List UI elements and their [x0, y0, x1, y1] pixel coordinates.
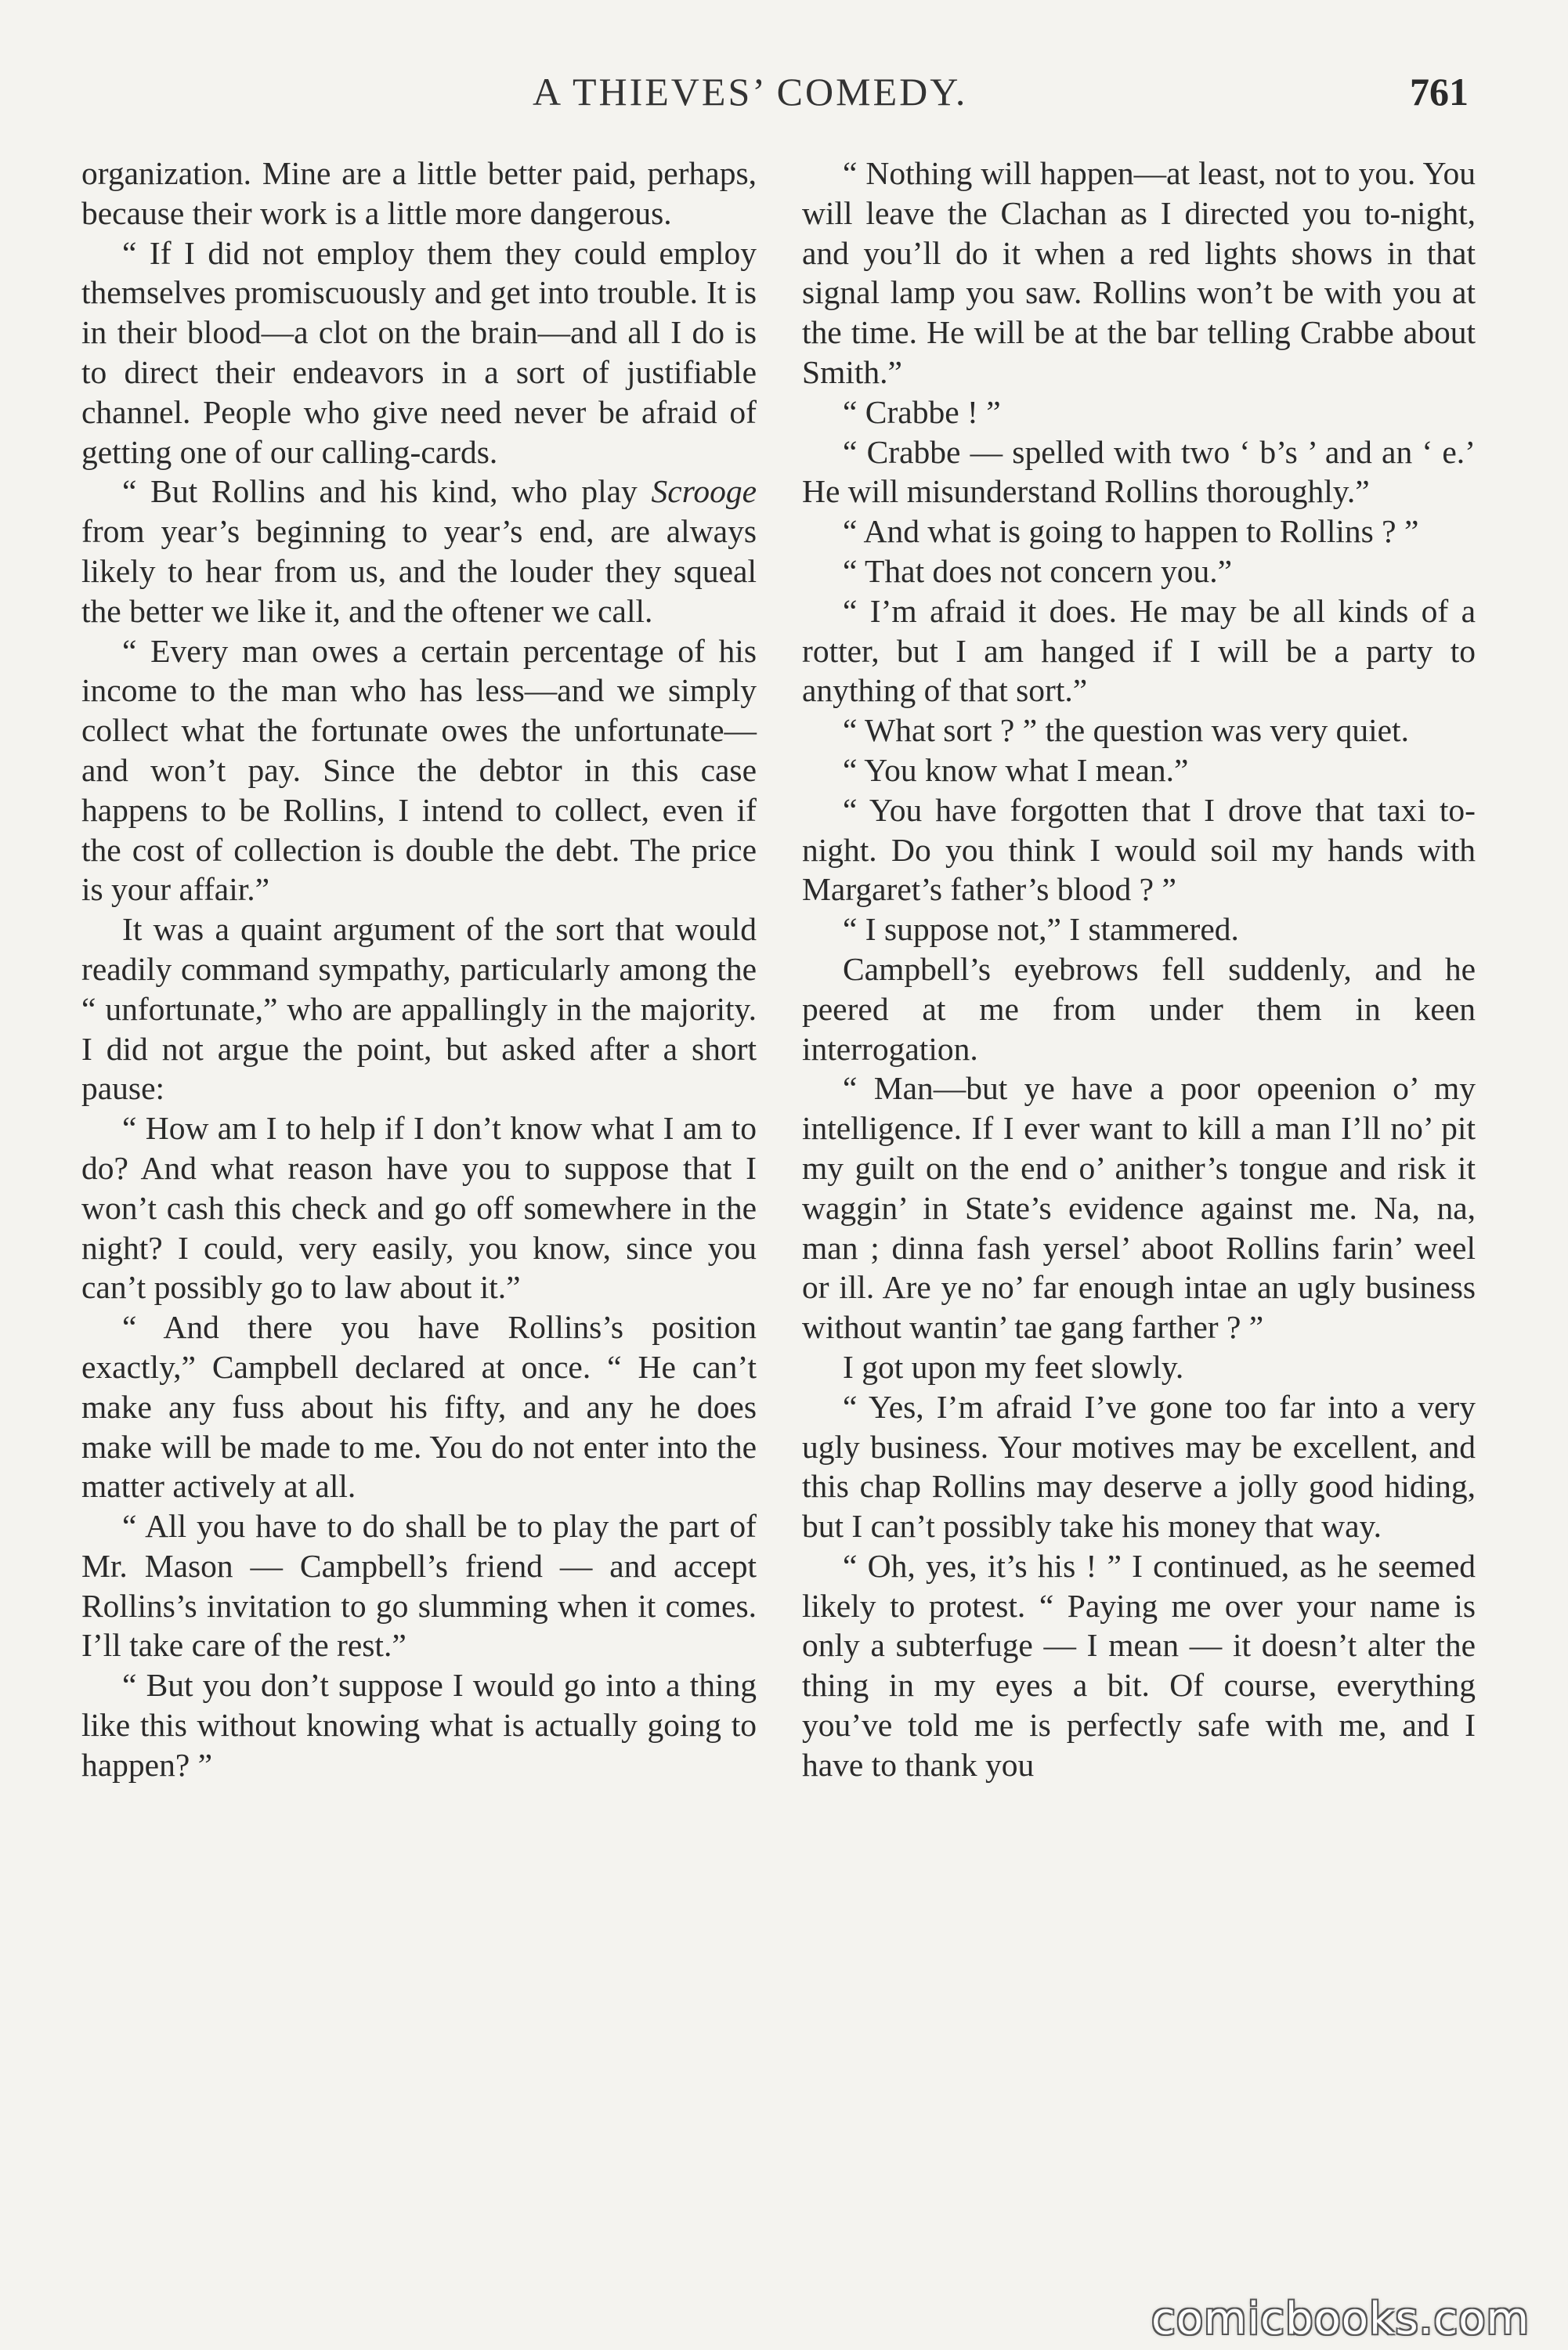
paragraph: “ All you have to do shall be to play the part of Mr. Mason — Campbell’s friend — and accept Rollins’s invitation to go slumming when it comes. I’ll take care of the rest.” — [81, 1508, 757, 1664]
paragraph: It was a quaint argument of the sort that would readily command sympathy, particularly among the “ unfortunate,” who are appallingly in the majority. I did not argue the point, but asked after a short pause: — [81, 911, 757, 1107]
paragraph: Campbell’s eyebrows fell suddenly, and he peered at me from under them in keen interrogation. — [802, 950, 1476, 1067]
paragraph: “ You know what I mean.” — [843, 751, 1189, 788]
paragraph: “ But you don’t suppose I would go into a thing like this without knowing what is actually going to happen? ” — [81, 1667, 757, 1783]
paragraph: “ What sort ? ” the question was very quiet. — [843, 712, 1409, 749]
paragraph: “ I’m afraid it does. He may be all kinds of a rotter, but I am hanged if I will be a party to anything of that sort.” — [802, 592, 1476, 709]
running-title: A THIEVES’ COMEDY. — [533, 70, 968, 114]
left-column — [81, 154, 757, 1785]
right-column — [802, 154, 1476, 1785]
paragraph-text: from year’s beginning to year’s end, are always likely to hear from us, and the louder they squeal the better we like it, and the oftener we call. — [81, 513, 757, 629]
paragraph — [81, 472, 757, 631]
paragraph: “ If I did not employ them they could employ themselves promiscuously and get into trouble. It is in their blood—a clot on the brain—and all I do is to direct their endeavors in a sort of justifiable channel. People who give need never be afraid of getting one of our calling-cards. — [81, 234, 757, 470]
paragraph: “ You have forgotten that I drove that taxi to-night. Do you think I would soil my hands with Margaret’s father’s blood ? ” — [802, 791, 1476, 908]
paragraph: “ And there you have Rollins’s position exactly,” Campbell declared at once. “ He can’t make any fuss about his fifty, and any he does make will be made to me. You do not enter into the matter actively at all. — [81, 1309, 757, 1505]
paragraph: “ Nothing will happen—at least, not to you. You will leave the Clachan as I directed you to-night, and you’ll do it when a red lights shows in that signal lamp you saw. Rollins won’t be with you at the time. He will be at the bar telling Crabbe about Smith.” — [802, 155, 1476, 390]
paragraph: “ Crabbe ! ” — [843, 393, 1001, 430]
paragraph: “ Every man owes a certain percentage of his income to the man who has less—and we simply collect what the fortunate owes the unfortunate—and won’t pay. Since the debtor in this case happens to be Rollins, I intend to collect, even if the cost of collection is double the debt. The price is your affair.” — [81, 632, 757, 908]
paragraph: “ How am I to help if I don’t know what I am to do? And what reason have you to suppose that I won’t cash this check and go off somewhere in the night? I could, very easily, you know, since you can’t possibly go to law about it.” — [81, 1110, 757, 1306]
page-number: 761 — [1410, 70, 1469, 114]
paragraph: “ And what is going to happen to Rollins ? ” — [843, 513, 1419, 550]
paragraph: “ Yes, I’m afraid I’ve gone too far into a very ugly business. Your motives may be excellent, and this chap Rollins may deserve a jolly good hiding, but I can’t possibly take his money that way. — [802, 1388, 1476, 1545]
paragraph: “ I suppose not,” I stammered. — [843, 911, 1239, 948]
paragraph: “ Man—but ye have a poor opeenion o’ my intelligence. If I ever want to kill a man I’ll no’ pit my guilt on the end o’ anither’s tongue and risk it waggin’ in State’s evidence against me. Na, na, man ; dinna fash yersel’ aboot Rollins farin’ weel or ill. Are ye no’ far enough intae an ugly business without wantin’ tae gang farther ? ” — [802, 1070, 1476, 1346]
page-header — [0, 69, 1568, 124]
paragraph: I got upon my feet slowly. — [843, 1348, 1184, 1385]
watermark: comicbooks.com — [1151, 2294, 1530, 2345]
paragraph: “ Crabbe — spelled with two ‘ b’s ’ and an ‘ e.’ He will misunderstand Rollins thoroughly.” — [802, 433, 1476, 510]
paragraph: “ Oh, yes, it’s his ! ” I continued, as he seemed likely to protest. “ Paying me over your name is only a subterfuge — I mean — it doesn’t alter the thing in my eyes a bit. Of course, everything you’ve told me is perfectly safe with me, and I have to thank you — [802, 1547, 1476, 1783]
paragraph: organization. Mine are a little better paid, perhaps, because their work is a little more dangerous. — [81, 155, 757, 231]
paragraph: “ That does not concern you.” — [843, 552, 1233, 589]
paragraph-text: “ But Rollins and his kind, who play — [122, 473, 638, 510]
scrooge-title-reference: Scrooge — [651, 473, 757, 510]
